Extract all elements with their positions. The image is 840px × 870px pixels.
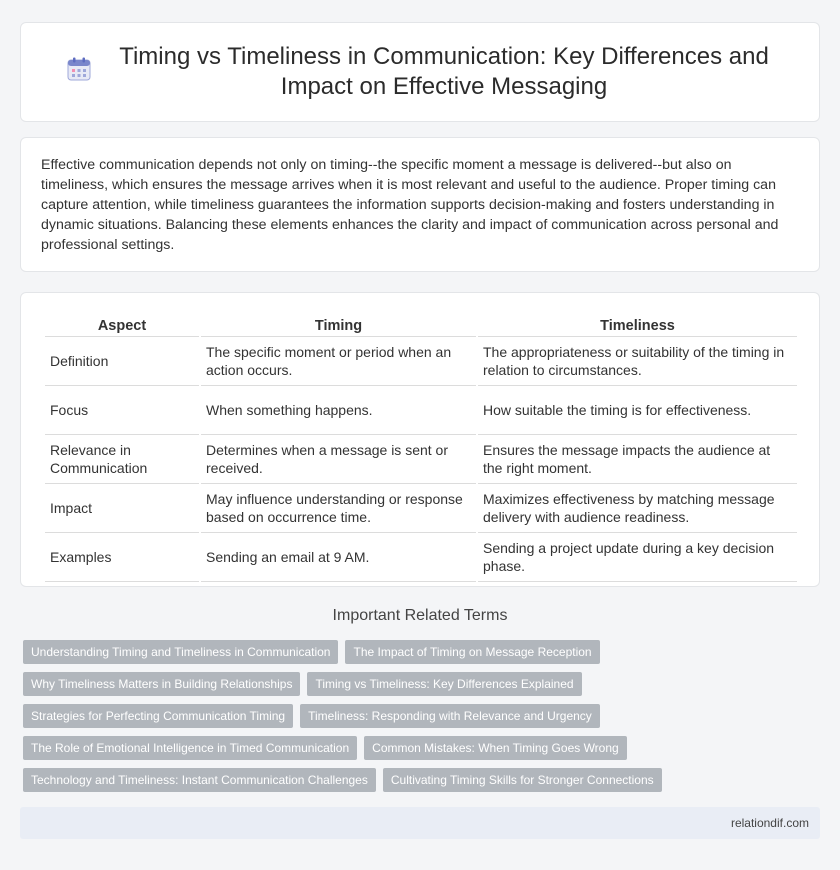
table-row xyxy=(45,484,797,533)
related-term-tag[interactable]: Why Timeliness Matters in Building Relationships xyxy=(23,672,300,696)
header-aspect: Aspect xyxy=(45,313,199,337)
cell-aspect: Definition xyxy=(45,337,199,386)
related-term-tag[interactable]: Strategies for Perfecting Communication Timing xyxy=(23,704,293,728)
cell-timing: Sending an email at 9 AM. xyxy=(201,533,476,582)
cell-timing: Determines when a message is sent or received. xyxy=(201,435,476,484)
cell-timeliness: Sending a project update during a key decision phase. xyxy=(478,533,797,582)
comparison-table-card xyxy=(20,292,820,587)
related-term-tag[interactable]: Technology and Timeliness: Instant Communication Challenges xyxy=(23,768,376,792)
cell-timeliness: Maximizes effectiveness by matching message delivery with audience readiness. xyxy=(478,484,797,533)
table-row xyxy=(45,533,797,582)
footer xyxy=(20,807,820,839)
intro-card xyxy=(20,137,820,272)
cell-timing: When something happens. xyxy=(201,386,476,435)
tag-row xyxy=(23,768,823,792)
footer-site-link[interactable]: relationdif.com xyxy=(730,816,809,830)
header-inner xyxy=(66,42,774,102)
table-row xyxy=(45,337,797,386)
related-term-tag[interactable]: Understanding Timing and Timeliness in Communication xyxy=(23,640,338,664)
table-row xyxy=(45,435,797,484)
cell-timeliness: Ensures the message impacts the audience at the right moment. xyxy=(478,435,797,484)
comparison-table xyxy=(43,313,799,582)
related-term-tag[interactable]: Timeliness: Responding with Relevance and Urgency xyxy=(300,704,600,728)
cell-timing: May influence understanding or response based on occurrence time. xyxy=(201,484,476,533)
cell-aspect: Relevance in Communication xyxy=(45,435,199,484)
related-terms-title: Important Related Terms xyxy=(332,607,508,624)
related-terms-list xyxy=(23,640,823,800)
related-term-tag[interactable]: The Impact of Timing on Message Reception xyxy=(345,640,599,664)
related-term-tag[interactable]: Cultivating Timing Skills for Stronger Connections xyxy=(383,768,662,792)
cell-aspect: Impact xyxy=(45,484,199,533)
cell-aspect: Focus xyxy=(45,386,199,435)
cell-aspect: Examples xyxy=(45,533,199,582)
header-timing: Timing xyxy=(201,313,476,337)
tag-row xyxy=(23,736,823,760)
header-card xyxy=(20,22,820,122)
calendar-icon xyxy=(66,56,92,82)
intro-text: Effective communication depends not only on timing--the specific moment a message is delivered--but also on timeliness, which ensures the message arrives when it is most relevant and useful to the audience. Proper timing can capture attention, while timeliness guarantees the information supports decision-making and fosters understanding in dynamic situations. Balancing these elements enhances the clarity and impact of communication across personal and professional settings. xyxy=(41,157,779,253)
related-term-tag[interactable]: The Role of Emotional Intelligence in Timed Communication xyxy=(23,736,357,760)
related-term-tag[interactable]: Common Mistakes: When Timing Goes Wrong xyxy=(364,736,627,760)
tag-row xyxy=(23,640,823,664)
related-term-tag[interactable]: Timing vs Timeliness: Key Differences Explained xyxy=(307,672,581,696)
page-title: Timing vs Timeliness in Communication: Key Differences and Impact on Effective Messaging xyxy=(119,43,769,100)
tag-row xyxy=(23,704,823,728)
table-row xyxy=(45,386,797,435)
tag-row xyxy=(23,672,823,696)
cell-timeliness: The appropriateness or suitability of the timing in relation to circumstances. xyxy=(478,337,797,386)
header-timeliness: Timeliness xyxy=(478,313,797,337)
cell-timing: The specific moment or period when an action occurs. xyxy=(201,337,476,386)
table-header-row xyxy=(45,313,797,337)
cell-timeliness: How suitable the timing is for effectiveness. xyxy=(478,386,797,435)
